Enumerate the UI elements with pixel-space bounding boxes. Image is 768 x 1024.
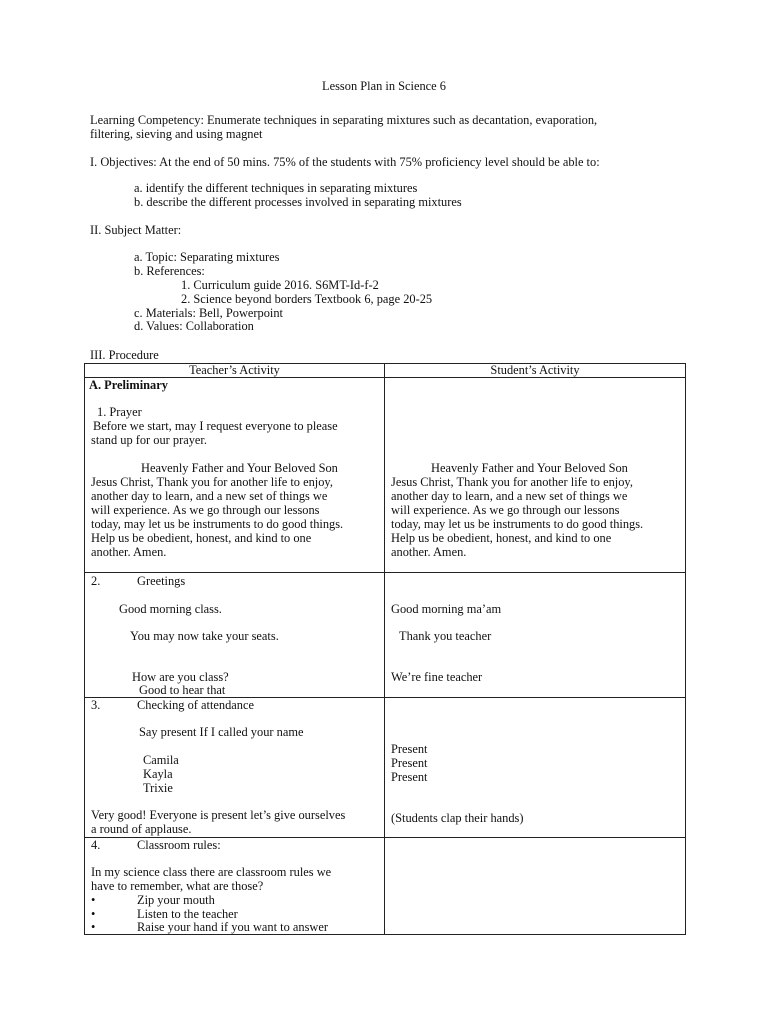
bullet: • <box>91 907 96 921</box>
bullet: • <box>91 893 96 907</box>
prayer-text-line: today, may let us be instruments to do good things. <box>391 517 644 531</box>
objective-b: b. describe the different processes involved in separating mixtures <box>134 195 462 209</box>
greeting-student-line: Thank you teacher <box>399 629 492 643</box>
student-cell-greetings <box>385 573 686 698</box>
column-header-teacher: Teacher’s Activity <box>85 364 385 378</box>
prayer-text-line: Help us be obedient, honest, and kind to one <box>91 531 312 545</box>
preliminary-heading: A. Preliminary <box>89 378 168 392</box>
prayer-text-line: another. Amen. <box>391 545 467 559</box>
prayer-text-line: Heavenly Father and Your Beloved Son <box>141 461 338 475</box>
greeting-teacher-line: You may now take your seats. <box>130 629 279 643</box>
prayer-request-line-2: stand up for our prayer. <box>91 433 207 447</box>
prayer-text-line: another. Amen. <box>91 545 167 559</box>
table-row <box>85 573 686 698</box>
table-header-row <box>85 364 686 378</box>
prayer-text-line: Heavenly Father and Your Beloved Son <box>431 461 628 475</box>
rules-label: Classroom rules: <box>137 838 221 852</box>
greeting-teacher-line: Good to hear that <box>139 683 226 697</box>
prayer-text-line: Jesus Christ, Thank you for another life to enjoy, <box>91 475 333 489</box>
teacher-cell-prayer <box>85 378 385 573</box>
student-cell-rules <box>385 838 686 935</box>
rule-item: Listen to the teacher <box>137 907 238 921</box>
student-cell-attendance <box>385 698 686 838</box>
rule-item: Raise your hand if you want to answer <box>137 920 328 934</box>
prayer-text-line: another day to learn, and a new set of things we <box>91 489 328 503</box>
teacher-cell-rules <box>85 838 385 935</box>
rules-intro-line-1: In my science class there are classroom rules we <box>91 865 332 879</box>
present-response: Present <box>391 756 428 770</box>
column-header-student: Student’s Activity <box>385 364 686 378</box>
learning-competency-line-2: filtering, sieving and using magnet <box>90 127 263 141</box>
rules-intro-line-2: have to remember, what are those? <box>91 879 264 893</box>
prayer-text-line: will experience. As we go through our lessons <box>391 503 620 517</box>
greeting-teacher-line: Good morning class. <box>119 602 222 616</box>
subject-values: d. Values: Collaboration <box>134 319 254 333</box>
subject-materials: c. Materials: Bell, Powerpoint <box>134 306 284 320</box>
teacher-cell-greetings <box>85 573 385 698</box>
table-row <box>85 698 686 838</box>
procedure-heading: III. Procedure <box>90 348 159 362</box>
student-cell-prayer <box>385 378 686 573</box>
prayer-text-line: Help us be obedient, honest, and kind to one <box>391 531 612 545</box>
greeting-student-line: We’re fine teacher <box>391 670 483 684</box>
learning-competency-line-1: Learning Competency: Enumerate techniques in separating mixtures such as decantation, evaporation, <box>90 113 598 127</box>
prayer-text-line: will experience. As we go through our lessons <box>91 503 320 517</box>
present-response: Present <box>391 770 428 784</box>
teacher-cell-attendance <box>85 698 385 838</box>
prayer-label: 1. Prayer <box>97 405 142 419</box>
attendance-number: 3. <box>91 698 101 712</box>
rules-number: 4. <box>91 838 101 852</box>
reference-2: 2. Science beyond borders Textbook 6, page 20-25 <box>181 292 433 306</box>
greeting-teacher-line: How are you class? <box>132 670 229 684</box>
greeting-student-line: Good morning ma’am <box>391 602 502 616</box>
objective-a: a. identify the different techniques in separating mixtures <box>134 181 418 195</box>
greetings-label: Greetings <box>137 574 186 588</box>
student-name: Camila <box>143 753 179 767</box>
student-name: Trixie <box>143 781 173 795</box>
page-title: Lesson Plan in Science 6 <box>322 79 446 93</box>
clap-response: (Students clap their hands) <box>391 811 524 825</box>
prayer-request-line-1: Before we start, may I request everyone to please <box>93 419 338 433</box>
subject-topic: a. Topic: Separating mixtures <box>134 250 280 264</box>
objectives-heading: I. Objectives: At the end of 50 mins. 75% of the students with 75% proficiency level should be able to: <box>90 155 600 169</box>
attendance-praise-line-2: a round of applause. <box>91 822 192 836</box>
prayer-text-line: today, may let us be instruments to do good things. <box>91 517 344 531</box>
bullet: • <box>91 920 96 934</box>
greetings-number: 2. <box>91 574 101 588</box>
reference-1: 1. Curriculum guide 2016. S6MT-Id-f-2 <box>181 278 379 292</box>
procedure-table <box>84 363 686 935</box>
attendance-instruction: Say present If I called your name <box>139 725 304 739</box>
attendance-praise-line-1: Very good! Everyone is present let’s give ourselves <box>91 808 346 822</box>
present-response: Present <box>391 742 428 756</box>
prayer-text-line: another day to learn, and a new set of things we <box>391 489 628 503</box>
subject-references: b. References: <box>134 264 205 278</box>
rule-item: Zip your mouth <box>137 893 215 907</box>
attendance-label: Checking of attendance <box>137 698 254 712</box>
prayer-text-line: Jesus Christ, Thank you for another life to enjoy, <box>391 475 633 489</box>
subject-matter-heading: II. Subject Matter: <box>90 223 182 237</box>
student-name: Kayla <box>143 767 173 781</box>
table-row <box>85 378 686 573</box>
table-row <box>85 838 686 935</box>
